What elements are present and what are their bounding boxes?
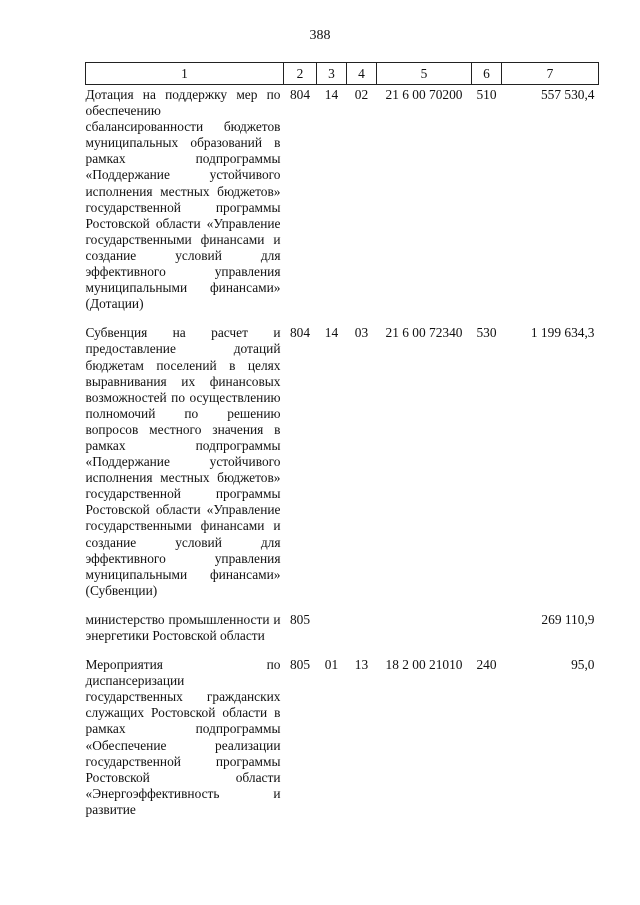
row-expense-type: 240: [476, 657, 497, 673]
row-expense-type: [472, 609, 502, 654]
row-subsection: [347, 609, 377, 654]
row-amount: 557 530,4: [540, 87, 595, 102]
budget-table: [85, 62, 599, 828]
page-number: 388: [309, 28, 331, 43]
column-header-1: 1: [86, 63, 284, 85]
row-subsection: 03: [354, 325, 369, 341]
row-section: 14: [324, 87, 339, 102]
row-ministry-code: 805: [289, 657, 311, 673]
row-ministry-code: 804: [289, 325, 311, 341]
row-subsection: 13: [354, 657, 369, 673]
column-header-3: 3: [317, 63, 347, 85]
row-target-article: [377, 609, 472, 654]
table-row: [86, 85, 599, 323]
column-header-6: 6: [472, 63, 502, 85]
row-target-article: 21 6 00 70200: [385, 87, 463, 102]
row-expense-type: 530: [476, 325, 497, 341]
row-description: Мероприятия по диспансеризации государственных гражданских служащих Ростовской области в рамках подпрограммы «Обеспечение реализации государственной программы Ростовской области «Энергоэффективность и развитие: [85, 657, 281, 817]
row-description: Субвенция на расчет и предоставление дотаций бюджетам поселений в целях выравнивания их финансовых возможностей по осуществлению полномочий по решению вопросов местного значения в рамках подпрограммы «Поддержание устойчивого исполнения местных бюджетов» государственной программы Ростовской области «Управление государственными финансами и создание условий для эффективного управления муниципальными финансами» (Субвенции): [85, 325, 281, 598]
row-amount: 95,0: [571, 657, 595, 673]
row-section: 01: [324, 657, 339, 673]
row-expense-type: 510: [476, 87, 497, 102]
row-section: [317, 609, 347, 654]
table-row: [86, 322, 599, 609]
column-header-2: 2: [284, 63, 317, 85]
row-description: министерство промышленности и энергетики Ростовской области: [85, 611, 281, 643]
column-header-7: 7: [502, 63, 599, 85]
row-subsection: 02: [354, 87, 369, 102]
row-description: Дотация на поддержку мер по обеспечению сбалансированности бюджетов муниципальных образований в рамках подпрограммы «Поддержание устойчивого исполнения местных бюджетов» государственной программы Ростовской области «Управление государственными финансами и создание условий для эффективного управления муниципальными финансами» (Дотации): [85, 87, 281, 312]
row-target-article: 18 2 00 21010: [385, 657, 463, 673]
row-amount: 1 199 634,3: [530, 325, 595, 341]
table-header-row: [86, 63, 599, 85]
row-amount: 269 110,9: [541, 611, 595, 627]
column-header-5: 5: [377, 63, 472, 85]
row-ministry-code: 804: [289, 87, 311, 102]
row-ministry-code: 805: [289, 611, 311, 627]
column-header-4: 4: [347, 63, 377, 85]
row-target-article: 21 6 00 72340: [385, 325, 463, 341]
row-section: 14: [324, 325, 339, 341]
table-row: [86, 609, 599, 654]
table-row: [86, 654, 599, 828]
